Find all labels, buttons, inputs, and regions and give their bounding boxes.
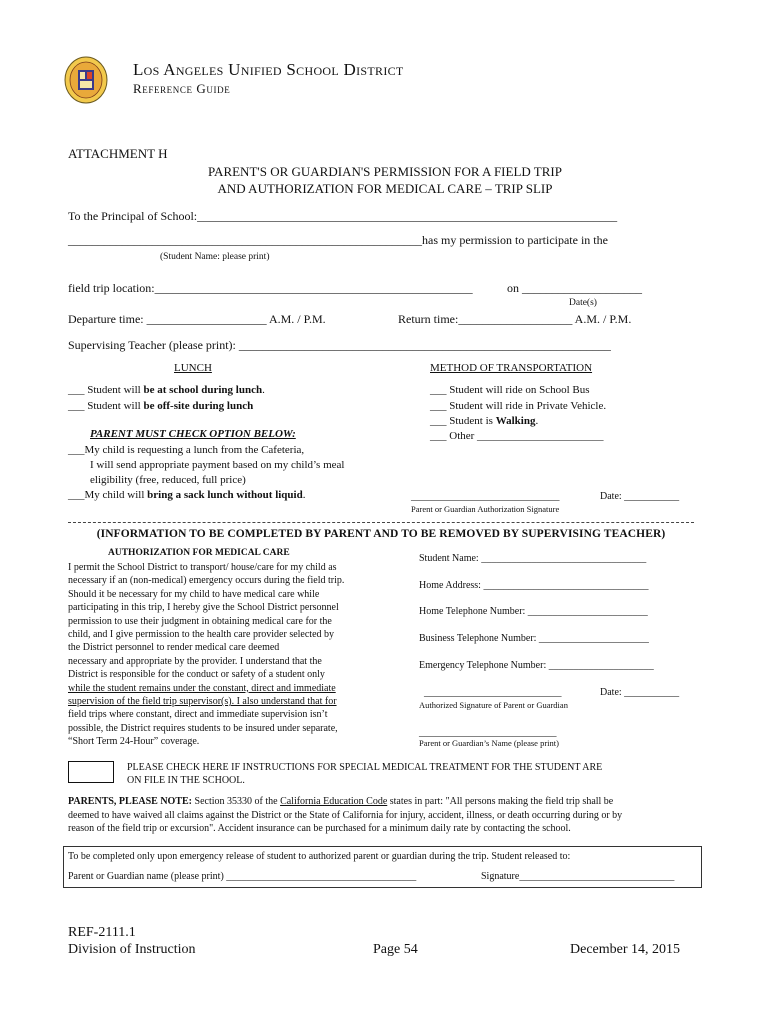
home-address-field[interactable]: Home Address: _________________________________	[419, 580, 649, 591]
lunch-option-bold: be at school during lunch	[143, 384, 263, 396]
trip-dates-field[interactable]: on ____________________	[507, 281, 642, 295]
student-name-label: (Student Name: please print)	[160, 252, 270, 262]
lunch-option-off-site[interactable]	[68, 400, 253, 412]
dates-label: Date(s)	[569, 298, 597, 308]
medical-line: participating in this trip, I hereby give the School District personnel	[68, 602, 339, 614]
authorized-signature-field[interactable]: _________________________	[424, 686, 562, 698]
education-code-link[interactable]: California Education Code	[280, 796, 388, 807]
parent-signature-label: Parent or Guardian Authorization Signature	[411, 504, 560, 514]
lunch-option-cafeteria-line3: eligibility (free, reduced, full price)	[90, 474, 246, 486]
form-title-line1: PARENT'S OR GUARDIAN'S PERMISSION FOR A FIELD TRIP	[208, 164, 562, 179]
student-name-field[interactable]: ___________________________________________________________has my permission to participate in the	[68, 233, 608, 247]
transport-option-end: .	[535, 415, 539, 427]
lunch-option-text: ___My child will	[68, 489, 148, 501]
authorized-signature-date-field[interactable]: Date: ___________	[600, 687, 680, 698]
home-phone-field[interactable]: Home Telephone Number: ________________________	[419, 606, 648, 617]
lunch-option-text: ___ Student will	[68, 400, 144, 412]
note-bold-label: PARENTS, PLEASE NOTE:	[68, 796, 193, 807]
parent-signature-date-field[interactable]: Date: ___________	[600, 491, 680, 502]
release-signature-field[interactable]: Signature_______________________________	[481, 871, 675, 882]
transport-option-text: ___ Student is	[430, 415, 496, 427]
lunch-heading: LUNCH	[174, 362, 212, 374]
parent-signature-field[interactable]: ___________________________	[411, 490, 560, 502]
lunch-option-bold: bring a sack lunch without liquid	[147, 489, 303, 501]
medical-care-heading: AUTHORIZATION FOR MEDICAL CARE	[108, 548, 290, 558]
reference-number: REF-2111.1	[68, 925, 136, 940]
contact-student-name-field[interactable]: Student Name: _________________________________	[419, 553, 647, 564]
medical-line: necessary and appropriate by the provider. I understand that the	[68, 655, 322, 667]
medical-line: the District personnel to render medical care deemed	[68, 642, 280, 654]
parent-must-check-heading: PARENT MUST CHECK OPTION BELOW:	[90, 428, 296, 440]
transport-option-other[interactable]: ___ Other _______________________	[430, 430, 604, 442]
note-line: deemed to have waived all claims against the District or the State of California for injury, accident, illness, or death occurring during or by	[68, 809, 623, 821]
page-number: Page 54	[373, 942, 418, 957]
lunch-option-cafeteria-line2: I will send appropriate payment based on my child’s meal	[90, 459, 345, 471]
business-phone-field[interactable]: Business Telephone Number: ______________________	[419, 633, 649, 644]
medical-line: while the student remains under the constant, direct and immediate	[68, 682, 336, 694]
lunch-option-end: .	[302, 489, 306, 501]
cut-line	[68, 522, 694, 523]
medical-line: child, and I give permission to the health care provider selected by	[68, 629, 335, 641]
transport-option-private-vehicle[interactable]: ___ Student will ride in Private Vehicle.	[430, 400, 607, 412]
release-instruction: To be completed only upon emergency release of student to authorized parent or guardian during the trip. Student released to:	[68, 851, 571, 862]
medical-line	[68, 668, 344, 681]
medical-line: I permit the School District to transport/ house/care for my child as	[68, 562, 337, 573]
lunch-option-bold: be off-site during lunch	[143, 400, 254, 412]
medical-line: “Short Term 24-Hour” coverage.	[68, 736, 200, 748]
medical-line: permission to use their judgment in obtaining medical care for the	[68, 615, 332, 627]
transport-option-bus[interactable]: ___ Student will ride on School Bus	[430, 384, 590, 396]
authorized-signature-label: Authorized Signature of Parent or Guardian	[419, 700, 568, 710]
district-name: Los Angeles Unified School District	[133, 60, 404, 79]
parents-note	[68, 795, 622, 836]
principal-field[interactable]: To the Principal of School:______________________________________________________________________	[68, 209, 618, 223]
departure-time-field[interactable]: Departure time: ____________________ A.M. / P.M.	[68, 312, 326, 326]
medical-line: necessary if an (non-medical) emergency occurs during the field trip.	[68, 575, 345, 587]
emergency-phone-field[interactable]: Emergency Telephone Number: _____________________	[419, 660, 654, 671]
medical-line-fragment: District is responsible for the conduct or safety of a student only	[68, 669, 325, 681]
special-treatment-checkbox[interactable]	[68, 761, 114, 783]
district-seal	[64, 56, 108, 104]
footer-date: December 14, 2015	[570, 942, 681, 957]
note-text: states in part: "All persons making the field trip shall be	[387, 796, 614, 807]
field-trip-location-field[interactable]: field trip location:_____________________________________________________	[68, 281, 473, 295]
special-treatment-text-line1: PLEASE CHECK HERE IF INSTRUCTIONS FOR SPECIAL MEDICAL TREATMENT FOR THE STUDENT ARE	[127, 762, 603, 773]
transport-option-bold: Walking	[495, 415, 536, 427]
note-text: Section 35330 of the	[192, 796, 281, 807]
reference-guide-label: Reference Guide	[133, 81, 231, 96]
note-line	[68, 795, 622, 809]
attachment-label: ATTACHMENT H	[68, 146, 168, 161]
lunch-option-text: ___ Student will	[68, 384, 144, 396]
medical-care-text	[68, 561, 344, 749]
form-title-line2: AND AUTHORIZATION FOR MEDICAL CARE – TRIP SLIP	[217, 181, 553, 196]
lunch-option-at-school[interactable]	[68, 384, 265, 396]
division-label: Division of Instruction	[68, 942, 196, 957]
medical-line: supervision of the field trip supervisor(s). I also understand that for	[68, 696, 337, 708]
guardian-name-field[interactable]: _________________________	[419, 726, 557, 738]
guardian-name-label: Parent or Guardian’s Name (please print)	[419, 738, 559, 748]
note-line: reason of the field trip or excursion". Accident insurance can be purchased for a minimum daily rate by contacting the school.	[68, 823, 571, 834]
medical-line: Should it be necessary for my child to have medical care while	[68, 588, 320, 600]
medical-line: field trips where constant, direct and immediate supervision isn’t	[68, 709, 328, 721]
release-guardian-name-field[interactable]: Parent or Guardian name (please print) ______________________________________	[68, 871, 417, 882]
medical-line: possible, the District requires students to be insured under separate,	[68, 722, 338, 734]
special-treatment-text-line2: ON FILE IN THE SCHOOL.	[127, 775, 245, 786]
transportation-heading: METHOD OF TRANSPORTATION	[430, 362, 593, 374]
return-time-field[interactable]: Return time:___________________ A.M. / P.M.	[398, 312, 632, 326]
lunch-option-end: .	[262, 384, 265, 396]
lunch-option-sack-lunch[interactable]	[68, 489, 305, 501]
information-heading: (INFORMATION TO BE COMPLETED BY PARENT AND TO BE REMOVED BY SUPERVISING TEACHER)	[96, 528, 666, 540]
lunch-option-cafeteria[interactable]: ___My child is requesting a lunch from the Cafeteria,	[68, 444, 305, 456]
supervising-teacher-field[interactable]: Supervising Teacher (please print): ______________________________________________________________	[68, 338, 611, 352]
transport-option-walking[interactable]	[430, 415, 538, 427]
